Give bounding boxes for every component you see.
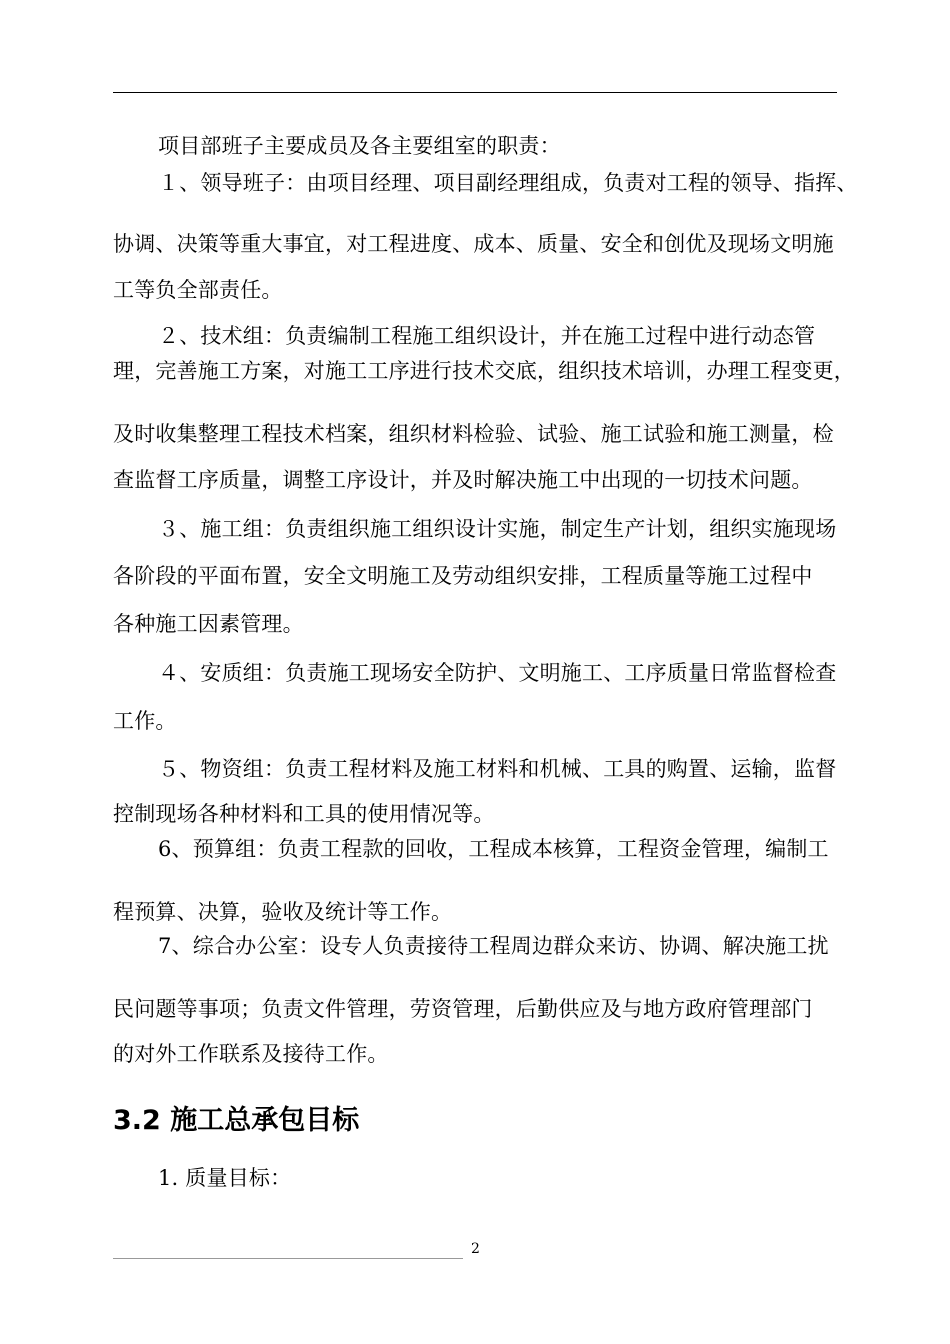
page-number: 2: [471, 1241, 480, 1257]
item-1-line-2: 协调、决策等重大事宜，对工程进度、成本、质量、安全和创优及现场文明施: [113, 232, 834, 256]
item-6-line-1: 6、预算组：负责工程款的回收，工程成本核算，工程资金管理，编制工: [158, 837, 829, 861]
item-2-line-4: 查监督工序质量，调整工序设计，并及时解决施工中出现的一切技术问题。: [113, 468, 813, 492]
intro-line: 项目部班子主要成员及各主要组室的职责：: [158, 134, 561, 158]
item-2-line-1: ２、技术组：负责编制工程施工组织设计，并在施工过程中进行动态管: [158, 324, 816, 348]
item-7-line-3: 的对外工作联系及接待工作。: [113, 1042, 389, 1066]
item-5-line-2: 控制现场各种材料和工具的使用情况等。: [113, 802, 495, 826]
sub-item-quality-goal: 1. 质量目标：: [158, 1166, 292, 1190]
item-5-line-1: ５、物资组：负责工程材料及施工材料和机械、工具的购置、运输，监督: [158, 757, 837, 781]
item-4-line-1: ４、安质组：负责施工现场安全防护、文明施工、工序质量日常监督检查: [158, 661, 837, 685]
item-6-line-2: 程预算、决算，验收及统计等工作。: [113, 900, 453, 924]
item-3-line-2: 各阶段的平面布置，安全文明施工及劳动组织安排，工程质量等施工过程中: [113, 564, 813, 588]
item-2-line-2: 理，完善施工方案，对施工工序进行技术交底，组织技术培训，办理工程变更，: [113, 359, 855, 383]
section-heading: 3.2 施工总承包目标: [113, 1105, 360, 1136]
item-2-line-3: 及时收集整理工程技术档案，组织材料检验、试验、施工试验和施工测量，检: [113, 422, 834, 446]
item-3-line-3: 各种施工因素管理。: [113, 612, 304, 636]
footer-rule: [113, 1258, 463, 1259]
item-1-line-3: 工等负全部责任。: [113, 278, 283, 302]
item-3-line-1: ３、施工组：负责组织施工组织设计实施，制定生产计划，组织实施现场: [158, 517, 837, 541]
item-4-line-2: 工作。: [113, 709, 177, 733]
header-rule: [113, 92, 837, 93]
item-7-line-1: 7、综合办公室：设专人负责接待工程周边群众来访、协调、解决施工扰: [158, 934, 829, 958]
item-7-line-2: 民问题等事项；负责文件管理，劳资管理，后勤供应及与地方政府管理部门: [113, 997, 813, 1021]
item-1-line-1: １、领导班子：由项目经理、项目副经理组成，负责对工程的领导、指挥、: [158, 171, 858, 195]
